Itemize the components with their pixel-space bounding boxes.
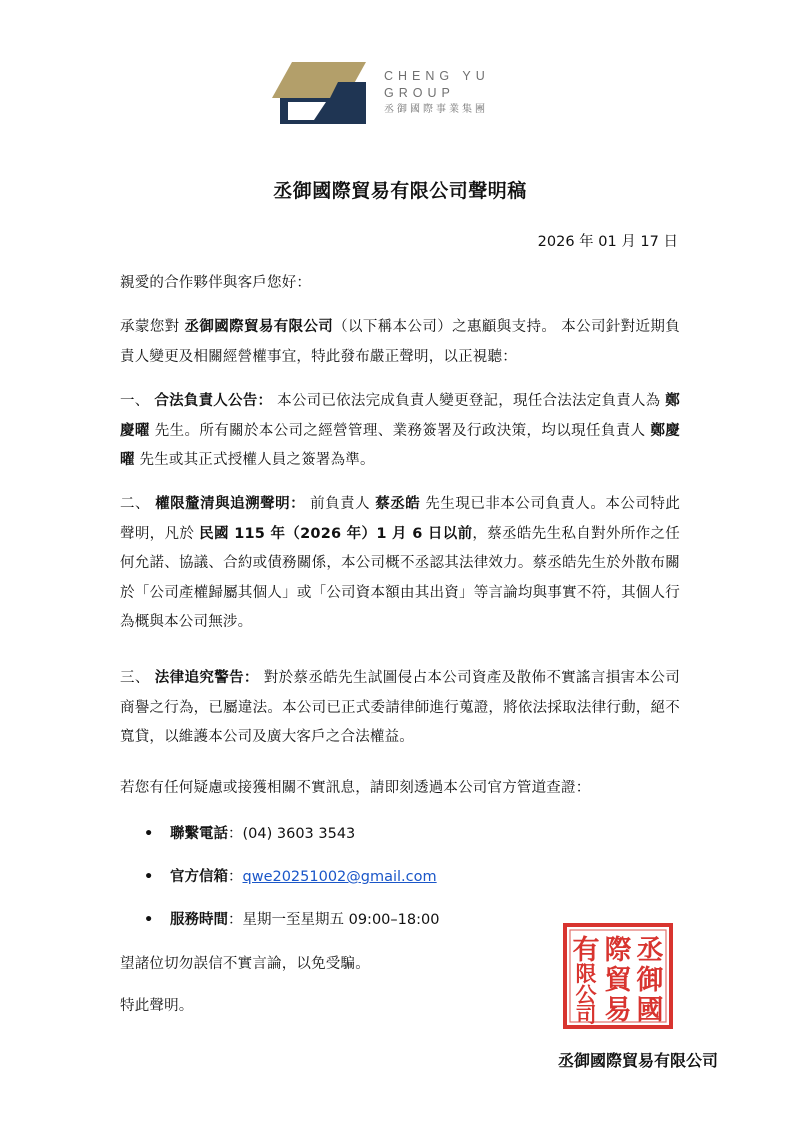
logo-line-3: 丞御國際事業集團 bbox=[384, 104, 488, 115]
bullet-icon: • bbox=[144, 869, 154, 885]
contact-hours-sep: ： bbox=[228, 912, 243, 928]
company-seal-stamp bbox=[562, 922, 674, 1030]
contact-phone-value: (04) 3603 3543 bbox=[242, 826, 356, 842]
contact-email bbox=[144, 865, 437, 886]
section-3-paragraph bbox=[120, 664, 680, 753]
intro-text-1: 承蒙您對 bbox=[120, 319, 185, 335]
seal-char: 公 bbox=[575, 982, 597, 1007]
document-title: 丞御國際貿易有限公司聲明稿 bbox=[273, 180, 527, 202]
section-1-heading: 合法負責人公告： bbox=[154, 393, 273, 409]
intro-paragraph bbox=[120, 313, 680, 372]
document-date: 2026 年 01 月 17 日 bbox=[537, 234, 678, 250]
section-2-name: 蔡丞皓 bbox=[375, 496, 421, 512]
logo-line-1: CHENG YU bbox=[384, 69, 490, 83]
company-logo bbox=[270, 60, 570, 130]
contact-hours bbox=[144, 908, 439, 929]
seal-char: 有 bbox=[572, 935, 600, 966]
seal-char: 御 bbox=[636, 965, 664, 996]
section-1-paragraph bbox=[120, 387, 680, 476]
seal-char: 限 bbox=[575, 961, 597, 986]
intro-company-name: 丞御國際貿易有限公司 bbox=[184, 319, 334, 335]
closing-statement: 特此聲明。 bbox=[120, 998, 194, 1014]
section-2-paragraph bbox=[120, 490, 680, 638]
section-2-text-2: 先生現已非本公司負責人。本公司特此聲明，凡於 bbox=[120, 496, 681, 542]
contact-hours-value: 星期一至星期五 09:00–18:00 bbox=[242, 912, 440, 928]
greeting: 親愛的合作夥伴與客戶您好： bbox=[120, 275, 312, 291]
bullet-icon: • bbox=[144, 912, 154, 928]
contact-phone bbox=[144, 822, 355, 843]
contact-email-link[interactable]: qwe20251002@gmail.com bbox=[242, 869, 437, 885]
section-2-prefix: 二、 bbox=[120, 496, 156, 512]
contact-email-label: 官方信箱 bbox=[170, 869, 228, 885]
section-1-text-2: 先生。所有關於本公司之經營管理、業務簽署及行政決策，均以現任負責人 bbox=[149, 422, 651, 439]
seal-char: 司 bbox=[575, 1002, 597, 1027]
logo-text bbox=[384, 68, 490, 118]
seal-char: 易 bbox=[604, 995, 632, 1026]
section-2-heading: 權限釐清與追溯聲明： bbox=[155, 496, 306, 512]
section-2-text-3: ，蔡丞皓先生私自對外所作之任何允諾、協議、合約或債務關係，本公司概不丞認其法律效力。蔡丞皓先生於外散布關於「公司產權歸屬其個人」或「公司資本額由其出資」等言論均與事實不符，其個人行為概與本公司無涉。 bbox=[120, 525, 680, 630]
section-3-text-1: 對於蔡丞皓先生試圖侵占本公司資產及散佈不實謠言損害本公司商譽之行為，已屬違法。本公司已正式委請律師進行蒐證，將依法採取法律行動，絕不寬貸，以維護本公司及廣大客戶之合法權益。 bbox=[120, 670, 680, 745]
seal-characters bbox=[573, 935, 664, 1027]
seal-char: 丞 bbox=[636, 935, 664, 966]
signature-company-name: 丞御國際貿易有限公司 bbox=[557, 1051, 718, 1070]
section-1-name-1: 鄭慶曜 bbox=[120, 393, 680, 439]
section-1-prefix: 一、 bbox=[120, 393, 155, 409]
section-3-heading: 法律追究警告： bbox=[154, 670, 259, 686]
section-2-text-1: 前負責人 bbox=[305, 496, 376, 512]
section-2-date: 民國 115 年（2026 年）1 月 6 日以前 bbox=[199, 525, 473, 542]
seal-char: 國 bbox=[636, 995, 664, 1026]
contact-phone-sep: ： bbox=[228, 826, 243, 842]
section-1-name-2: 鄭慶曜 bbox=[120, 422, 681, 468]
section-1-text-1: 本公司已依法完成負責人變更登記，現任合法法定負責人為 bbox=[272, 393, 666, 409]
logo-mark-icon bbox=[270, 60, 370, 130]
seal-char: 貿 bbox=[604, 965, 632, 996]
inquiry-text: 若您有任何疑慮或接獲相關不實訊息，請即刻透過本公司官方管道查證： bbox=[120, 780, 591, 796]
contact-hours-label: 服務時間 bbox=[170, 912, 228, 928]
bullet-icon: • bbox=[144, 826, 154, 842]
intro-text-2: （以下稱本公司）之惠顧與支持。 本公司針對近期負責人變更及相關經營權事宜，特此發布嚴正聲明，以正視聽： bbox=[120, 319, 680, 365]
closing-warning: 望諸位切勿誤信不實言論，以免受騙。 bbox=[120, 956, 370, 972]
section-1-text-3: 先生或其正式授權人員之簽署為準。 bbox=[134, 452, 375, 468]
contact-email-sep: ： bbox=[228, 869, 243, 885]
section-3-prefix: 三、 bbox=[120, 670, 155, 686]
logo-line-2: GROUP bbox=[384, 86, 455, 100]
seal-char: 際 bbox=[604, 935, 632, 966]
contact-phone-label: 聯繫電話 bbox=[170, 826, 228, 842]
